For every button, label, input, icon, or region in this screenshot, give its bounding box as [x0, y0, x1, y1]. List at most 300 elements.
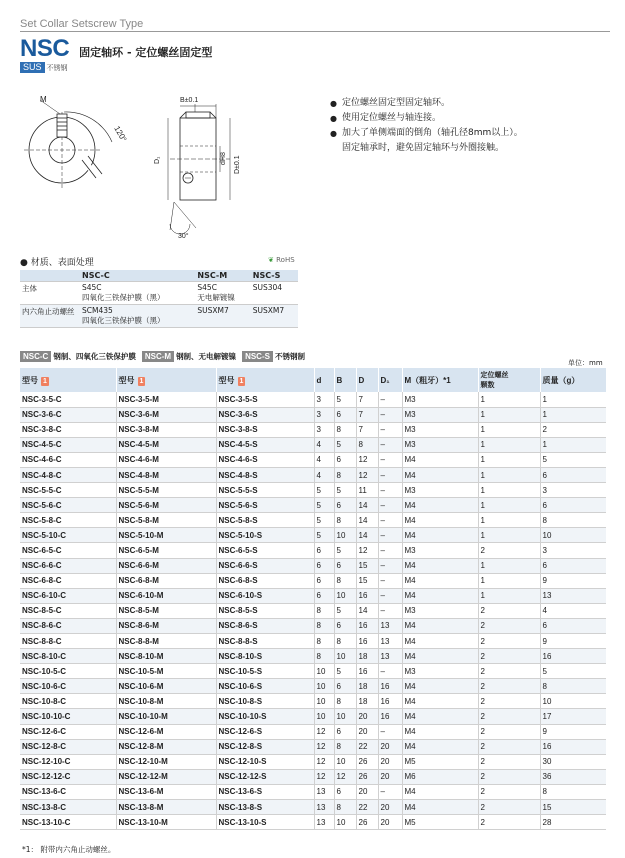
table-cell: NSC-5-6-S — [216, 498, 314, 513]
table-cell: NSC-12-12-S — [216, 769, 314, 784]
table-cell: NSC-6-10-C — [20, 588, 116, 603]
table-cell: M4 — [402, 558, 478, 573]
material-tag — [20, 62, 68, 73]
dim-D: D±0.1 — [234, 155, 241, 174]
table-cell: 26 — [356, 754, 378, 769]
table-cell: M4 — [402, 784, 478, 799]
table-row — [20, 467, 606, 482]
table-cell: NSC-6-5-S — [216, 543, 314, 558]
mat-header-blank — [20, 270, 80, 282]
table-cell: 2 — [478, 649, 540, 664]
table-cell: 12 — [314, 724, 334, 739]
table-cell: 6 — [334, 558, 356, 573]
table-cell: 36 — [540, 769, 606, 784]
table-cell: 13 — [314, 784, 334, 799]
table-row — [20, 784, 606, 799]
mat-cell: SCM435 四氧化三铁保护膜（黑） — [80, 305, 195, 328]
table-row — [20, 649, 606, 664]
table-cell: 6 — [314, 558, 334, 573]
table-cell: 10 — [540, 694, 606, 709]
table-cell: NSC-8-8-S — [216, 634, 314, 649]
table-cell: 1 — [540, 437, 606, 452]
table-cell: 7 — [356, 407, 378, 422]
table-cell: – — [378, 664, 402, 679]
table-cell: 10 — [334, 528, 356, 543]
table-cell: NSC-3-8-S — [216, 422, 314, 437]
table-row — [20, 739, 606, 754]
table-cell: 20 — [378, 800, 402, 815]
dim-D1: D₁ — [154, 156, 161, 164]
table-cell: 15 — [356, 558, 378, 573]
table-cell: M4 — [402, 649, 478, 664]
table-cell: NSC-6-5-C — [20, 543, 116, 558]
table-cell: 26 — [356, 769, 378, 784]
mat-cell: S45C 无电解镀镍 — [195, 282, 250, 305]
mat-header-c: NSC-C — [80, 270, 195, 282]
table-cell: 10 — [334, 588, 356, 603]
materials-title: ● 材质、表面处理 — [20, 258, 94, 268]
table-row — [20, 407, 606, 422]
legend-text-s: 不锈钢制 — [274, 352, 305, 361]
table-cell: 6 — [334, 679, 356, 694]
table-cell: – — [378, 407, 402, 422]
table-cell: NSC-5-10-C — [20, 528, 116, 543]
title-row — [20, 35, 212, 63]
table-row — [20, 543, 606, 558]
table-cell: NSC-6-6-C — [20, 558, 116, 573]
table-cell: M4 — [402, 452, 478, 467]
table-cell: – — [378, 498, 402, 513]
table-cell: 12 — [356, 543, 378, 558]
table-cell: NSC-3-6-M — [116, 407, 216, 422]
table-cell: – — [378, 452, 402, 467]
table-cell: NSC-8-5-C — [20, 603, 116, 618]
table-cell: 2 — [478, 784, 540, 799]
table-cell: M4 — [402, 513, 478, 528]
table-cell: 8 — [540, 679, 606, 694]
table-cell: 16 — [540, 739, 606, 754]
table-cell: NSC-4-5-C — [20, 437, 116, 452]
col-header-m-thread: M（粗牙）*1 — [402, 368, 478, 392]
setscrew-hole-top — [57, 114, 67, 137]
table-cell: M3 — [402, 543, 478, 558]
table-cell: 8 — [334, 739, 356, 754]
unit-label: 单位：mm — [568, 359, 603, 367]
table-cell: NSC-12-12-M — [116, 769, 216, 784]
table-cell: 1 — [478, 392, 540, 407]
table-cell: 13 — [378, 649, 402, 664]
table-cell: 9 — [540, 634, 606, 649]
table-cell: NSC-3-6-S — [216, 407, 314, 422]
table-cell: 6 — [334, 407, 356, 422]
col-header-mass: 质量（g） — [540, 368, 606, 392]
table-row — [20, 694, 606, 709]
table-cell: M3 — [402, 422, 478, 437]
table-cell: 5 — [314, 483, 334, 498]
table-cell: M4 — [402, 800, 478, 815]
table-cell: 6 — [314, 573, 334, 588]
materials-table — [20, 270, 298, 328]
table-cell: 20 — [356, 709, 378, 724]
table-cell: NSC-10-5-S — [216, 664, 314, 679]
table-cell: NSC-5-5-C — [20, 483, 116, 498]
table-cell: – — [378, 513, 402, 528]
table-cell: NSC-8-8-M — [116, 634, 216, 649]
table-cell: – — [378, 437, 402, 452]
mat-header-s: NSC-S — [251, 270, 298, 282]
table-row — [20, 664, 606, 679]
table-cell: NSC-8-8-C — [20, 634, 116, 649]
table-cell: 6 — [334, 618, 356, 633]
table-cell: M4 — [402, 498, 478, 513]
table-cell: 1 — [478, 528, 540, 543]
table-cell: 11 — [356, 483, 378, 498]
table-cell: NSC-12-6-S — [216, 724, 314, 739]
table-cell: 20 — [378, 769, 402, 784]
table-cell: 13 — [314, 800, 334, 815]
table-cell: 2 — [478, 679, 540, 694]
table-cell: 10 — [334, 709, 356, 724]
table-cell: 6 — [314, 588, 334, 603]
table-cell: NSC-8-6-S — [216, 618, 314, 633]
table-cell: M4 — [402, 588, 478, 603]
legend-badge-s: NSC-S — [242, 351, 273, 362]
col-header-s: 型号 1 — [216, 368, 314, 392]
table-row — [20, 452, 606, 467]
table-cell: 22 — [356, 739, 378, 754]
table-cell: NSC-4-6-M — [116, 452, 216, 467]
table-cell: M4 — [402, 724, 478, 739]
table-cell: 3 — [314, 407, 334, 422]
table-cell: 6 — [540, 498, 606, 513]
table-cell: NSC-10-5-C — [20, 664, 116, 679]
table-cell: 6 — [334, 784, 356, 799]
table-cell: M4 — [402, 467, 478, 482]
table-cell: NSC-3-8-C — [20, 422, 116, 437]
table-cell: 10 — [314, 709, 334, 724]
table-cell: M4 — [402, 679, 478, 694]
table-row — [20, 437, 606, 452]
table-cell: M4 — [402, 618, 478, 633]
table-cell: NSC-4-8-S — [216, 467, 314, 482]
table-cell: 1 — [478, 407, 540, 422]
table-cell: 3 — [314, 392, 334, 407]
table-row — [20, 769, 606, 784]
table-cell: 18 — [356, 694, 378, 709]
table-cell: 8 — [334, 467, 356, 482]
table-cell: NSC-4-5-S — [216, 437, 314, 452]
table-cell: 8 — [314, 634, 334, 649]
table-cell: NSC-6-10-S — [216, 588, 314, 603]
table-cell: NSC-3-5-M — [116, 392, 216, 407]
rohs-mark — [268, 256, 295, 264]
table-cell: 8 — [334, 513, 356, 528]
table-cell: 5 — [334, 543, 356, 558]
table-cell: 5 — [540, 452, 606, 467]
table-cell: 2 — [478, 694, 540, 709]
table-cell: 1 — [478, 422, 540, 437]
table-row — [20, 754, 606, 769]
table-cell: – — [378, 528, 402, 543]
table-cell: NSC-6-6-M — [116, 558, 216, 573]
dim-B: B±0.1 — [180, 97, 199, 104]
table-cell: 26 — [356, 815, 378, 830]
table-cell: NSC-13-8-M — [116, 800, 216, 815]
table-cell: NSC-3-5-C — [20, 392, 116, 407]
table-cell: NSC-5-10-S — [216, 528, 314, 543]
table-cell: 1 — [478, 588, 540, 603]
table-cell: – — [378, 422, 402, 437]
table-cell: NSC-13-10-M — [116, 815, 216, 830]
table-cell: 1 — [478, 437, 540, 452]
table-cell: 1 — [478, 498, 540, 513]
table-cell: NSC-4-6-C — [20, 452, 116, 467]
table-cell: 2 — [478, 739, 540, 754]
table-cell: 1 — [478, 452, 540, 467]
table-cell: NSC-12-6-C — [20, 724, 116, 739]
table-cell: NSC-12-10-M — [116, 754, 216, 769]
mat-cell: S45C 四氧化三铁保护膜（黑） — [80, 282, 195, 305]
col-header-c: 型号 1 — [20, 368, 116, 392]
table-cell: 12 — [314, 739, 334, 754]
mat-header-m: NSC-M — [195, 270, 250, 282]
table-cell: 10 — [314, 679, 334, 694]
table-cell: 17 — [540, 709, 606, 724]
table-cell: 16 — [540, 649, 606, 664]
table-row — [20, 618, 606, 633]
table-cell: 4 — [314, 467, 334, 482]
table-cell: 4 — [314, 437, 334, 452]
table-cell: NSC-10-10-C — [20, 709, 116, 724]
table-cell: 6 — [334, 724, 356, 739]
table-cell: M6 — [402, 769, 478, 784]
table-cell: 1 — [478, 558, 540, 573]
table-cell: 13 — [378, 618, 402, 633]
table-cell: 10 — [334, 815, 356, 830]
table-cell: 15 — [356, 573, 378, 588]
table-row — [20, 634, 606, 649]
table-cell: 12 — [314, 754, 334, 769]
table-cell: 6 — [334, 498, 356, 513]
legend-badge-c: NSC-C — [20, 351, 51, 362]
table-cell: 8 — [540, 513, 606, 528]
table-cell: 1 — [478, 467, 540, 482]
table-cell: NSC-3-5-S — [216, 392, 314, 407]
table-cell: 16 — [378, 679, 402, 694]
table-cell: 14 — [356, 513, 378, 528]
table-cell: 3 — [314, 422, 334, 437]
table-row — [20, 528, 606, 543]
table-cell: 8 — [334, 573, 356, 588]
table-cell: 16 — [356, 634, 378, 649]
table-cell: 5 — [314, 528, 334, 543]
table-cell: 5 — [334, 437, 356, 452]
table-row — [20, 679, 606, 694]
col-header-bigd: D — [356, 368, 378, 392]
table-cell: 16 — [356, 664, 378, 679]
table-cell: NSC-8-5-M — [116, 603, 216, 618]
table-cell: 6 — [540, 558, 606, 573]
dim-120: 120° — [112, 124, 129, 144]
table-cell: NSC-10-8-C — [20, 694, 116, 709]
table-cell: NSC-5-8-M — [116, 513, 216, 528]
table-cell: NSC-5-10-M — [116, 528, 216, 543]
table-cell: NSC-5-5-S — [216, 483, 314, 498]
table-row — [20, 422, 606, 437]
table-cell: M4 — [402, 573, 478, 588]
mat-cell: SUS304 — [251, 282, 298, 305]
col-header-d: d — [314, 368, 334, 392]
table-cell: NSC-12-10-S — [216, 754, 314, 769]
table-cell: NSC-13-6-M — [116, 784, 216, 799]
table-cell: 9 — [540, 573, 606, 588]
sus-badge: SUS — [20, 62, 45, 73]
table-cell: 2 — [478, 603, 540, 618]
table-row — [20, 483, 606, 498]
table-cell: 13 — [378, 634, 402, 649]
table-cell: 2 — [478, 543, 540, 558]
table-cell: NSC-4-6-S — [216, 452, 314, 467]
mat-cell: SUSXM7 — [195, 305, 250, 328]
table-cell: M4 — [402, 528, 478, 543]
table-cell: 12 — [356, 467, 378, 482]
table-cell: M3 — [402, 603, 478, 618]
mat-cell: SUSXM7 — [251, 305, 298, 328]
table-row — [20, 724, 606, 739]
table-cell: – — [378, 784, 402, 799]
table-cell: NSC-5-6-M — [116, 498, 216, 513]
table-cell: 3 — [540, 483, 606, 498]
table-cell: 8 — [314, 603, 334, 618]
table-cell: NSC-12-10-C — [20, 754, 116, 769]
table-cell: 8 — [356, 437, 378, 452]
table-cell: 8 — [334, 800, 356, 815]
table-cell: 28 — [540, 815, 606, 830]
table-cell: NSC-6-8-S — [216, 573, 314, 588]
table-cell: NSC-12-8-M — [116, 739, 216, 754]
table-cell: – — [378, 392, 402, 407]
technical-drawing — [20, 92, 310, 252]
table-cell: 2 — [478, 634, 540, 649]
table-cell: 5 — [314, 513, 334, 528]
table-cell: 5 — [334, 392, 356, 407]
table-cell: M4 — [402, 634, 478, 649]
table-cell: NSC-12-8-S — [216, 739, 314, 754]
table-cell: NSC-8-10-M — [116, 649, 216, 664]
table-cell: 1 — [540, 392, 606, 407]
table-cell: NSC-13-10-S — [216, 815, 314, 830]
table-cell: NSC-12-6-M — [116, 724, 216, 739]
table-cell: NSC-5-8-C — [20, 513, 116, 528]
table-cell: 2 — [478, 800, 540, 815]
table-cell: 22 — [356, 800, 378, 815]
table-cell: NSC-13-10-C — [20, 815, 116, 830]
table-cell: NSC-3-8-M — [116, 422, 216, 437]
table-cell: 15 — [540, 800, 606, 815]
table-cell: 1 — [478, 573, 540, 588]
table-cell: 4 — [314, 452, 334, 467]
table-cell: 10 — [540, 528, 606, 543]
table-cell: M4 — [402, 709, 478, 724]
table-cell: 8 — [314, 618, 334, 633]
series-title: Set Collar Setscrew Type — [20, 18, 144, 30]
feature-item: ● 定位螺丝固定型固定轴环。 — [330, 96, 610, 111]
spec-table — [20, 368, 606, 830]
table-cell: 6 — [540, 467, 606, 482]
table-cell: 8 — [334, 694, 356, 709]
table-cell: 14 — [356, 498, 378, 513]
table-row — [20, 588, 606, 603]
col-header-m: 型号 1 — [116, 368, 216, 392]
table-cell: 18 — [356, 649, 378, 664]
table-cell: NSC-10-8-M — [116, 694, 216, 709]
ref-mark: 1 — [239, 377, 244, 385]
table-cell: NSC-5-6-C — [20, 498, 116, 513]
table-cell: 12 — [314, 769, 334, 784]
product-subtitle: 固定轴环 - 定位螺丝固定型 — [79, 46, 213, 59]
table-cell: M4 — [402, 694, 478, 709]
table-cell: 6 — [314, 543, 334, 558]
table-row — [20, 815, 606, 830]
table-cell: 5 — [540, 664, 606, 679]
table-cell: NSC-13-6-C — [20, 784, 116, 799]
table-cell: 7 — [356, 422, 378, 437]
table-cell: NSC-4-5-M — [116, 437, 216, 452]
table-cell: NSC-13-6-S — [216, 784, 314, 799]
feature-continuation: 固定轴承时，避免固定轴环与外圈接触。 — [342, 143, 505, 153]
footnote: *1： 附带内六角止动螺丝。 — [22, 845, 116, 854]
table-cell: 2 — [478, 664, 540, 679]
table-cell: NSC-10-10-M — [116, 709, 216, 724]
col-header-screw-count: 定位螺丝 颗数 — [478, 368, 540, 392]
table-row — [20, 513, 606, 528]
table-cell: NSC-6-8-M — [116, 573, 216, 588]
table-cell: 5 — [334, 603, 356, 618]
table-cell: 13 — [540, 588, 606, 603]
table-cell: 20 — [378, 754, 402, 769]
col-header-d1: D₁ — [378, 368, 402, 392]
series-header — [20, 12, 610, 32]
table-cell: – — [378, 543, 402, 558]
table-cell: 4 — [540, 603, 606, 618]
table-cell: 14 — [356, 528, 378, 543]
table-cell: 12 — [356, 452, 378, 467]
table-cell: NSC-8-10-S — [216, 649, 314, 664]
table-cell: – — [378, 467, 402, 482]
leaf-icon: ❦ — [268, 256, 274, 264]
model-code: NSC — [20, 35, 70, 62]
table-cell: NSC-6-8-C — [20, 573, 116, 588]
table-cell: – — [378, 573, 402, 588]
table-cell: 16 — [356, 588, 378, 603]
feature-list — [330, 96, 610, 156]
table-cell: M3 — [402, 407, 478, 422]
table-cell: M3 — [402, 392, 478, 407]
ref-mark: 1 — [139, 377, 144, 385]
table-cell: NSC-10-6-M — [116, 679, 216, 694]
table-cell: NSC-10-10-S — [216, 709, 314, 724]
sus-text: 不锈钢 — [46, 63, 68, 72]
table-cell: 14 — [356, 603, 378, 618]
feature-item: ● 加大了单侧端面的倒角（轴孔径8mm以上）。 — [330, 126, 610, 141]
table-cell: – — [378, 603, 402, 618]
table-cell: 3 — [540, 543, 606, 558]
table-cell: – — [378, 483, 402, 498]
table-cell: 18 — [356, 679, 378, 694]
table-cell: NSC-4-8-C — [20, 467, 116, 482]
table-cell: 13 — [314, 815, 334, 830]
table-cell: NSC-6-5-M — [116, 543, 216, 558]
